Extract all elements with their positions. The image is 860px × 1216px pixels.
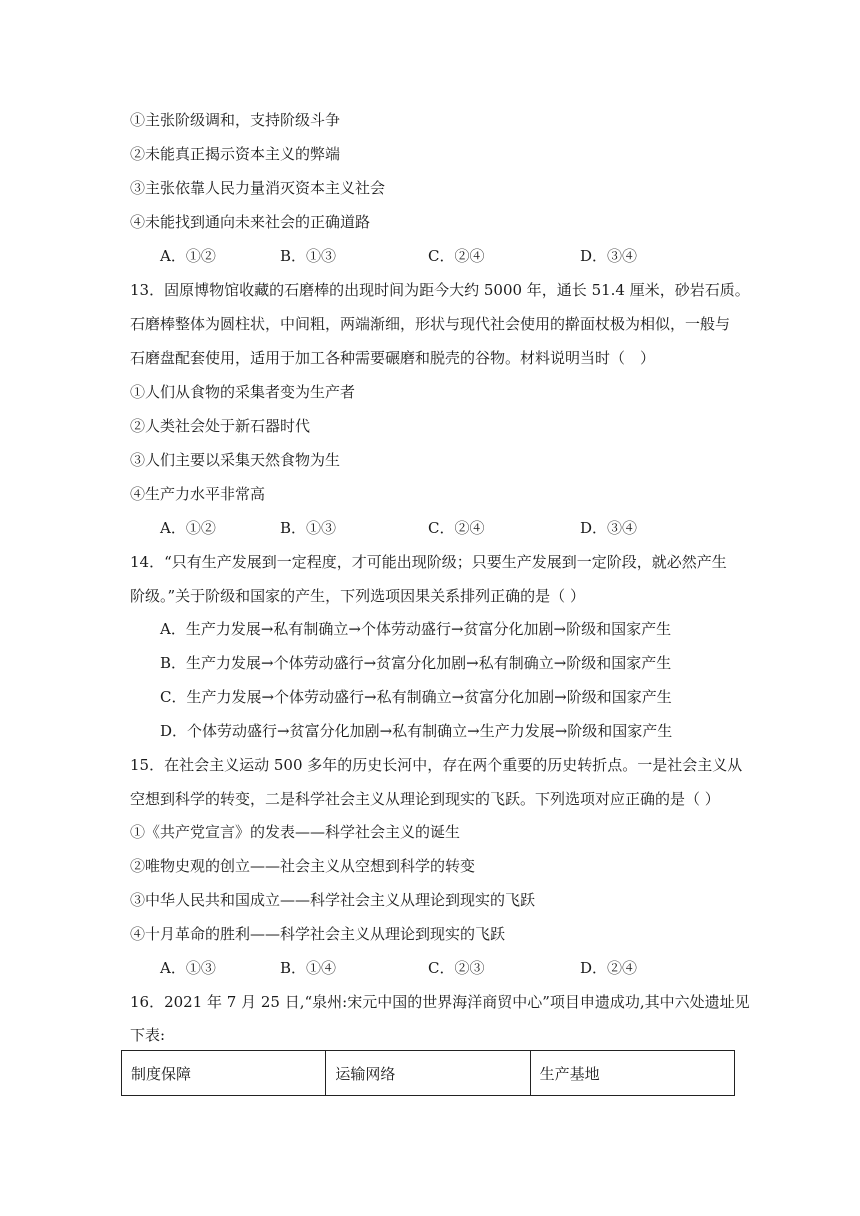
table-header-cell-2: 运输网络 [326,1051,530,1095]
q14-option-b: B．生产力发展→个体劳动盛行→贫富分化加剧→私有制确立→阶级和国家产生 [160,654,672,672]
q12-option-c: C．②④ [428,247,485,265]
q13-stem-line-2: 石磨棒整体为圆柱状，中间粗，两端渐细，形状与现代社会使用的擀面杖极为相似，一般与 [130,315,731,333]
q12-statement-4: ④未能找到通向未来社会的正确道路 [130,213,371,231]
q15-option-d: D．②④ [580,959,638,977]
q13-statement-1: ①人们从食物的采集者变为生产者 [130,383,356,401]
q16-sites-table [121,1050,735,1096]
q13-statement-2: ②人类社会处于新石器时代 [130,417,311,435]
q13-stem-line-3: 石磨盘配套使用，适用于加工各种需要碾磨和脱壳的谷物。材料说明当时（ ） [130,349,656,367]
q15-statement-3: ③中华人民共和国成立——科学社会主义从理论到现实的飞跃 [130,891,536,909]
q13-stem-line-1: 13．固原博物馆收藏的石磨棒的出现时间为距今大约 5000 年，通长 51.4 厘米，砂岩石质。 [130,281,750,299]
q15-options [160,958,720,978]
q13-option-c: C．②④ [428,519,485,537]
q15-option-a: A．①③ [160,959,216,977]
q16-stem-line-2: 下表: [130,1026,166,1044]
q12-option-d: D．③④ [580,247,638,265]
q12-statement-2: ②未能真正揭示资本主义的弊端 [130,145,341,163]
q13-options [160,518,720,538]
q15-statement-2: ②唯物史观的创立——社会主义从空想到科学的转变 [130,857,476,875]
q12-options [160,246,720,266]
q13-option-b: B．①③ [280,519,337,537]
q15-option-c: C．②③ [428,959,485,977]
q12-option-b: B．①③ [280,247,337,265]
q13-statement-3: ③人们主要以采集天然食物为生 [130,451,341,469]
q15-option-b: B．①④ [280,959,337,977]
q14-option-a: A．生产力发展→私有制确立→个体劳动盛行→贫富分化加剧→阶级和国家产生 [160,620,672,638]
q12-statement-1: ①主张阶级调和，支持阶级斗争 [130,111,341,129]
q15-stem-line-1: 15．在社会主义运动 500 多年的历史长河中，存在两个重要的历史转折点。一是社会主义从 [130,756,743,774]
table-header-cell-3: 生产基地 [539,1065,600,1083]
q13-statement-4: ④生产力水平非常高 [130,485,266,503]
q14-stem-line-2: 阶级。”关于阶级和国家的产生，下列选项因果关系排列正确的是（ ） [130,587,585,605]
q14-stem-line-1: 14．“只有生产发展到一定程度，才可能出现阶级；只要生产发展到一定阶段，就必然产生 [130,553,727,571]
q12-statement-3: ③主张依靠人民力量消灭资本主义社会 [130,179,386,197]
q13-option-d: D．③④ [580,519,638,537]
q15-stem-line-2: 空想到科学的转变，二是科学社会主义从理论到现实的飞跃。下列选项对应正确的是（ ） [130,790,720,808]
q15-statement-4: ④十月革命的胜利——科学社会主义从理论到现实的飞跃 [130,925,506,943]
q14-option-d: D．个体劳动盛行→贫富分化加剧→私有制确立→生产力发展→阶级和国家产生 [160,722,673,740]
q16-stem-line-1: 16．2021 年 7 月 25 日,“泉州:宋元中国的世界海洋商贸中心”项目申遗成功,其中六处遗址见 [130,993,750,1011]
q14-option-c: C．生产力发展→个体劳动盛行→私有制确立→贫富分化加剧→阶级和国家产生 [160,688,672,706]
q13-option-a: A．①② [160,519,216,537]
q15-statement-1: ①《共产党宣言》的发表——科学社会主义的诞生 [130,823,461,841]
q12-option-a: A．①② [160,247,216,265]
table-header-cell-1: 制度保障 [122,1051,326,1095]
